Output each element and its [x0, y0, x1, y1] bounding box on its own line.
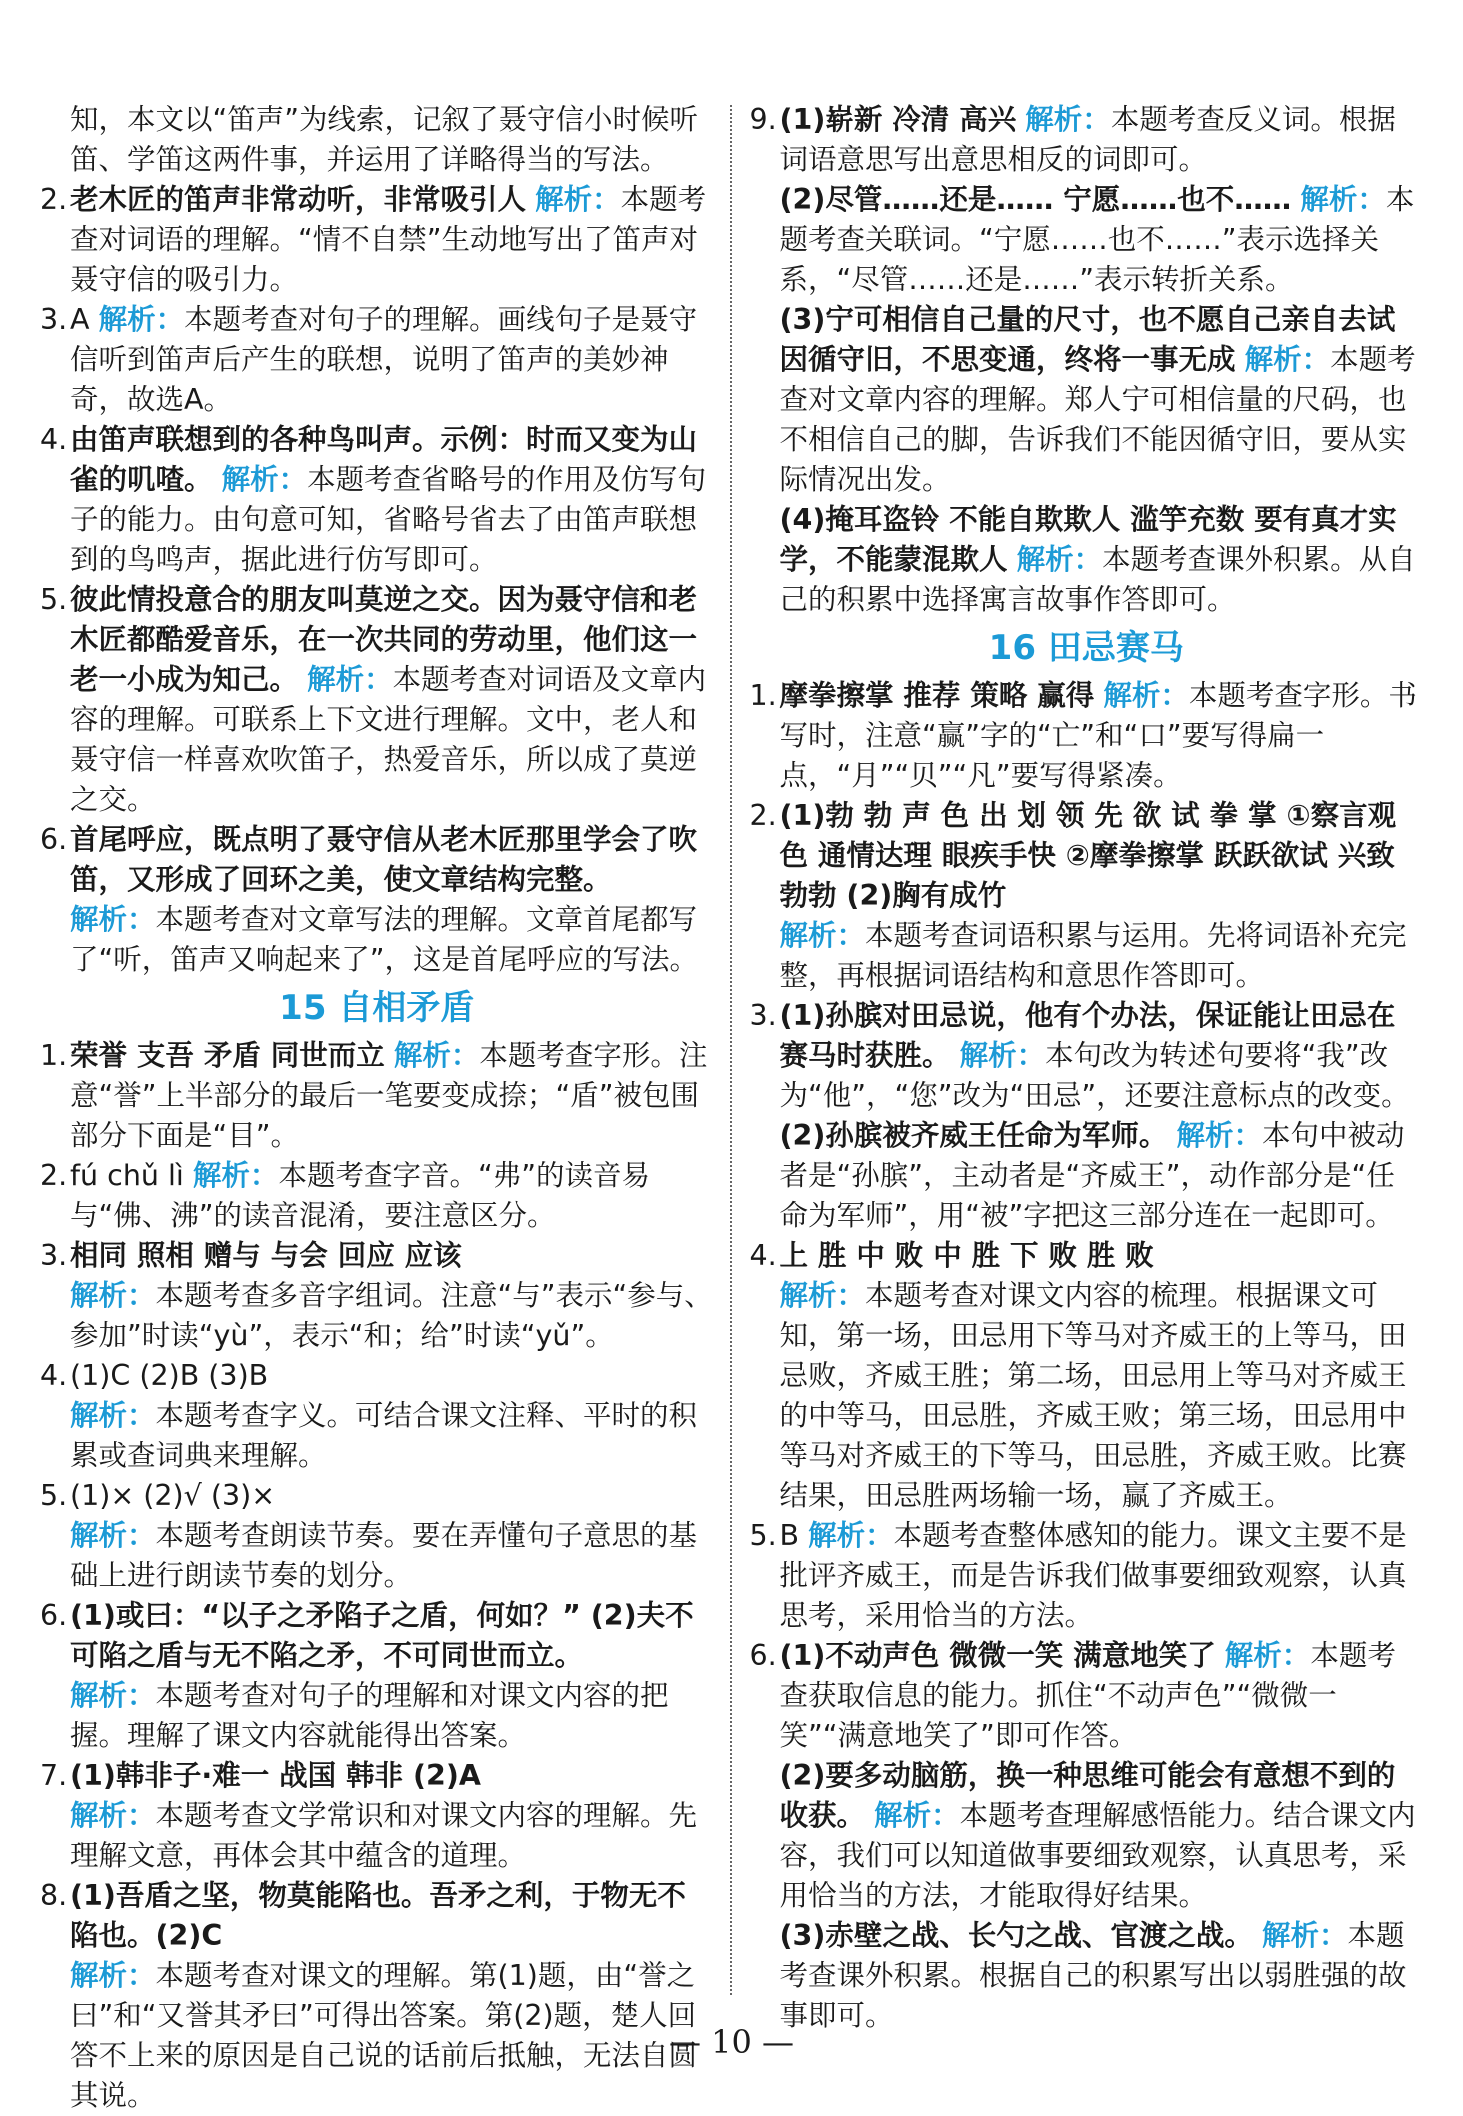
continuation-text: 知，本文以“笛声”为线索，记叙了聂守信小时候听笛、学笛这两件事，并运用了详略得当的写法。 — [70, 103, 699, 176]
lesson16-question-4: 4.上 胜 中 败 中 胜 下 败 胜 败 — [749, 1239, 1154, 1272]
lesson16-question-2-analysis: 解析：本题考查词语积累与运用。先将词语补充完整，再根据词语结构和意思作答即可。 — [779, 919, 1407, 992]
question-9-part-4: (4)掩耳盗铃 不能自欺欺人 滥竽充数 要有真才实学，不能蒙混欺人 解析：本题考查课外积累。从自己的积累中选择寓言故事作答即可。 — [779, 503, 1416, 616]
right-column — [749, 100, 1424, 2032]
lesson16-question-1: 1.摩拳擦掌 推荐 策略 赢得 解析：本题考查字形。书写时，注意“赢”字的“亡”和“口”要写得扁一点，“月”“贝”“凡”要写得紧凑。 — [749, 679, 1417, 792]
lesson15-question-1: 1.荣誉 支吾 矛盾 同世而立 解析：本题考查字形。注意“誉”上半部分的最后一笔要变成捺；“盾”被包围部分下面是“目”。 — [40, 1039, 708, 1152]
question-5: 5.彼此情投意合的朋友叫莫逆之交。因为聂守信和老木匠都酷爱音乐，在一次共同的劳动里，他们这一老一小成为知己。 解析：本题考查对词语及文章内容的理解。可联系上下文进行理解。文中，老人和聂守信一样喜欢吹笛子，热爱音乐，所以成了莫逆之交。 — [40, 583, 707, 816]
question-3: 3.A 解析：本题考查对句子的理解。画线句子是聂守信听到笛声后产生的联想，说明了笛声的美妙神奇，故选A。 — [40, 303, 698, 416]
lesson15-question-2: 2.fú chǔ lì 解析：本题考查字音。“弗”的读音易与“佛、沸”的读音混淆，要注意区分。 — [40, 1159, 650, 1232]
page-number: — 10 — — [668, 2023, 795, 2061]
lesson15-question-5-analysis: 解析：本题考查朗读节奏。要在弄懂句子意思的基础上进行朗读节奏的划分。 — [70, 1519, 698, 1592]
lesson16-question-3: 3.(1)孙膑对田忌说，他有个办法，保证能让田忌在赛马时获胜。 解析：本句改为转述句要将“我”改为“他”，“您”改为“田忌”，还要注意标点的改变。 — [749, 999, 1410, 1112]
question-9: 9.(1)崭新 冷清 高兴 解析：本题考查反义词。根据词语意思写出意思相反的词即可。 — [749, 103, 1396, 176]
lesson-15-title: 15 自相矛盾 — [279, 988, 475, 1028]
left-column — [40, 100, 714, 2112]
lesson15-question-5: 5.(1)× (2)√ (3)× — [40, 1479, 276, 1512]
question-6-analysis: 解析：本题考查对文章写法的理解。文章首尾都写了“听，笛声又响起来了”，这是首尾呼应的写法。 — [70, 903, 699, 976]
lesson15-question-4: 4.(1)C (2)B (3)B — [40, 1359, 269, 1392]
lesson16-question-2: 2.(1)勃 勃 声 色 出 划 领 先 欲 试 拳 掌 ①察言观色 通情达理 眼疾手快 ②摩拳擦掌 跃跃欲试 兴致勃勃 (2)胸有成竹 — [749, 799, 1397, 912]
lesson15-question-6-analysis: 解析：本题考查对句子的理解和对课文内容的把握。理解了课文内容就能得出答案。 — [70, 1679, 669, 1752]
lesson16-question-5: 5.B 解析：本题考查整体感知的能力。课文主要不是批评齐威王，而是告诉我们做事要细致观察，认真思考，采用恰当的方法。 — [749, 1519, 1407, 1632]
lesson16-question-6: 6.(1)不动声色 微微一笑 满意地笑了 解析：本题考查获取信息的能力。抓住“不动声色”“微微一笑”“满意地笑了”即可作答。 — [749, 1639, 1396, 1752]
lesson16-question-4-analysis: 解析：本题考查对课文内容的梳理。根据课文可知，第一场，田忌用下等马对齐威王的上等马，田忌败，齐威王胜；第二场，田忌用上等马对齐威王的中等马，田忌胜，齐威王败；第三场，田忌用中等马对齐威王的下等马，田忌胜，齐威王败。比赛结果，田忌胜两场输一场，赢了齐威王。 — [779, 1279, 1407, 1512]
lesson16-question-6-part-2: (2)要多动脑筋，换一种思维可能会有意想不到的收获。 解析：本题考查理解感悟能力。结合课文内容，我们可以知道做事要细致观察，认真思考，采用恰当的方法，才能取得好结果。 — [779, 1759, 1416, 1912]
lesson15-question-8-analysis: 解析：本题考查对课文的理解。第(1)题，由“誉之曰”和“又誉其矛曰”可得出答案。第(2)题，楚人回答不上来的原因是自己说的话前后抵触，无法自圆其说。 — [70, 1959, 698, 2112]
lesson15-question-3: 3.相同 照相 赠与 与会 回应 应该 — [40, 1239, 462, 1272]
question-6: 6.首尾呼应，既点明了聂守信从老木匠那里学会了吹笛，又形成了回环之美，使文章结构完整。 — [40, 823, 698, 896]
question-9-part-2: (2)尽管……还是…… 宁愿……也不…… 解析：本题考查关联词。“宁愿……也不……”表示选择关系，“尽管……还是……”表示转折关系。 — [779, 183, 1415, 296]
lesson16-question-6-part-3: (3)赤壁之战、长勺之战、官渡之战。 解析：本题考查课外积累。根据自己的积累写出以弱胜强的故事即可。 — [779, 1919, 1407, 2032]
lesson16-question-3-part-2: (2)孙膑被齐威王任命为军师。 解析：本句中被动者是“孙膑”，主动者是“齐威王”，动作部分是“任命为军师”，用“被”字把这三部分连在一起即可。 — [779, 1119, 1405, 1232]
question-2: 2.老木匠的笛声非常动听，非常吸引人 解析：本题考查对词语的理解。“情不自禁”生动地写出了笛声对聂守信的吸引力。 — [40, 183, 707, 296]
question-9-part-3: (3)宁可相信自己量的尺寸，也不愿自己亲自去试 因循守旧，不思变通，终将一事无成 解析：本题考查对文章内容的理解。郑人宁可相信量的尺码，也不相信自己的脚，告诉我们不能因循守旧，要从实际情况出发。 — [779, 303, 1416, 496]
question-4: 4.由笛声联想到的各种鸟叫声。示例：时而又变为山雀的叽喳。 解析：本题考查省略号的作用及仿写句子的能力。由句意可知，省略号省去了由笛声联想到的鸟鸣声，据此进行仿写即可。 — [40, 423, 707, 576]
lesson-16-title: 16 田忌赛马 — [988, 628, 1184, 668]
lesson15-question-7-analysis: 解析：本题考查文学常识和对课文内容的理解。先理解文意，再体会其中蕴含的道理。 — [70, 1799, 698, 1872]
lesson15-question-8: 8.(1)吾盾之坚，物莫能陷也。吾矛之利，于物无不陷也。(2)C — [40, 1879, 686, 1952]
lesson15-question-6: 6.(1)或曰：“以子之矛陷子之盾，何如？” (2)夫不可陷之盾与无不陷之矛，不可同世而立。 — [40, 1599, 694, 1672]
column-divider — [730, 105, 732, 1995]
lesson15-question-7: 7.(1)韩非子·难一 战国 韩非 (2)A — [40, 1759, 481, 1792]
lesson15-question-4-analysis: 解析：本题考查字义。可结合课文注释、平时的积累或查词典来理解。 — [70, 1399, 698, 1472]
lesson15-question-3-analysis: 解析：本题考查多音字组词。注意“与”表示“参与、参加”时读“yù”，表示“和；给”时读“yǔ”。 — [70, 1279, 713, 1352]
